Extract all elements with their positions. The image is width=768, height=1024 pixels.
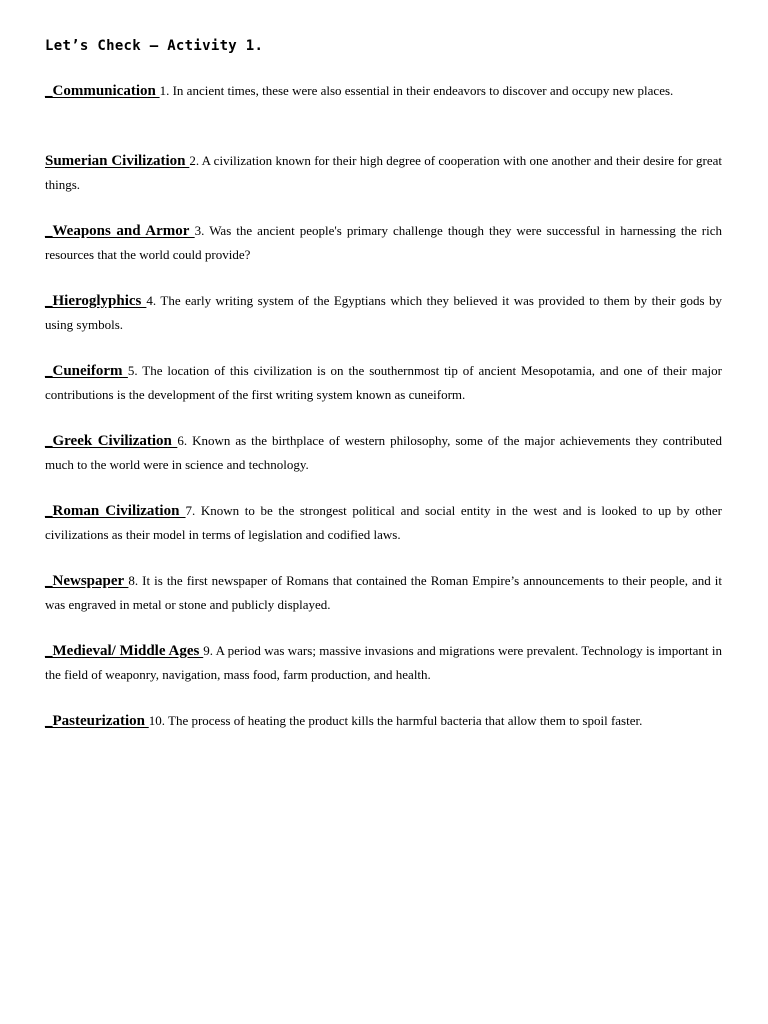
answer-text: _Weapons and Armor	[45, 223, 195, 239]
list-item	[45, 639, 722, 686]
list-item	[45, 149, 722, 196]
list-item	[45, 79, 722, 103]
answer-text: _Roman Civilization	[45, 503, 186, 519]
answer-text: _Cuneiform	[45, 363, 128, 379]
list-item	[45, 289, 722, 336]
item-text: The location of this civilization is on the southernmost tip of ancient Mesopotamia, and one of their major contributions is the development of the first writing system known as cuneiform.	[45, 363, 722, 402]
item-text: The early writing system of the Egyptians which they believed it was provided to them by their gods by using symbols.	[45, 293, 722, 332]
item-text: It is the first newspaper of Romans that contained the Roman Empire’s announcements to their people, and it was engraved in metal or stone and publicly displayed.	[45, 573, 722, 612]
answer-text: Sumerian Civilization	[45, 153, 190, 169]
list-item	[45, 359, 722, 406]
answer-text: _Communication	[45, 83, 160, 99]
item-number: 2.	[189, 153, 200, 168]
item-number: 8.	[128, 573, 139, 588]
item-text: In ancient times, these were also essential in their endeavors to discover and occupy new places.	[169, 83, 674, 98]
item-number: 9.	[203, 643, 213, 658]
answer-text: _Pasteurization	[45, 713, 149, 729]
item-text: The process of heating the product kills the harmful bacteria that allow them to spoil faster.	[164, 713, 643, 728]
answer-text: _Medieval/ Middle Ages	[45, 643, 204, 659]
item-text: Known as the birthplace of western philosophy, some of the major achievements they contributed much to the world were in science and technology.	[45, 433, 722, 472]
item-number: 6.	[177, 433, 188, 448]
list-item	[45, 499, 722, 546]
list-item	[45, 219, 722, 266]
page-title: Let’s Check – Activity 1.	[45, 38, 264, 54]
item-number: 1.	[159, 83, 170, 98]
item-text: A period was wars; massive invasions and migrations were prevalent. Technology is important in the field of weaponry, navigation, mass food, farm production, and health.	[45, 643, 722, 682]
item-number: 10.	[148, 713, 165, 728]
answer-text: _Newspaper	[45, 573, 129, 589]
list-item	[45, 709, 722, 733]
item-text: Was the ancient people's primary challenge though they were successful in harnessing the rich resources that the world could provide?	[45, 223, 722, 262]
item-number: 4.	[146, 293, 157, 308]
item-number: 3.	[194, 223, 205, 238]
item-number: 7.	[185, 503, 196, 518]
answer-text: _Greek Civilization	[45, 433, 178, 449]
item-number: 5.	[127, 363, 138, 378]
list-item	[45, 569, 722, 616]
list-item	[45, 429, 722, 476]
answer-text: _Hieroglyphics	[45, 293, 147, 309]
item-text: A civilization known for their high degree of cooperation with one another and their desire for great things.	[45, 153, 722, 192]
item-text: Known to be the strongest political and social entity in the west and is looked to up by other civilizations as their model in terms of legislation and codified laws.	[45, 503, 722, 542]
